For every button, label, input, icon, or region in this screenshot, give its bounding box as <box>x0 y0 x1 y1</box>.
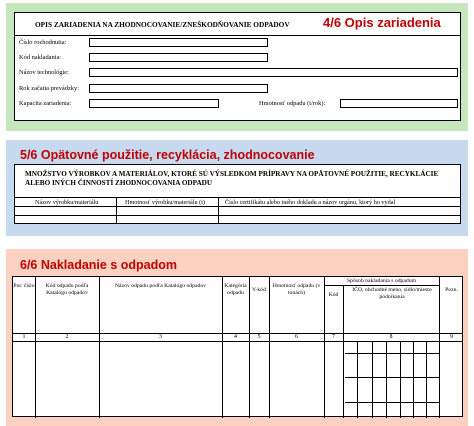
column-header-por: Por. číslo <box>13 283 35 289</box>
section-6-heading: 6/6 Nakladanie s odpadom <box>20 258 177 272</box>
waste-weight-field[interactable] <box>340 99 458 108</box>
column-header-kod: Kód odpadu podľa Katalógu odpadov <box>45 283 89 296</box>
section-4-header <box>15 13 460 36</box>
column-divider <box>218 198 219 206</box>
column-header: Hmotnosť výrobku/materiálu (t) <box>125 199 205 206</box>
waste-handling-table <box>12 276 463 417</box>
table-row[interactable] <box>13 342 462 418</box>
column-header-sposob: Spôsob nakladania s odpadom <box>346 278 417 284</box>
start-year-label: Rok začatia prevádzky: <box>19 85 79 92</box>
column-divider <box>218 207 219 215</box>
column-header-nazov: Názov odpadu podľa Katalógu odpadov <box>114 283 207 289</box>
section-6-panel <box>6 249 468 426</box>
column-header-pozn: Pozn. <box>445 287 458 293</box>
start-year-field[interactable] <box>89 84 268 93</box>
column-number: 7 <box>332 334 335 340</box>
column-number: 9 <box>450 334 453 340</box>
section-4-title: OPIS ZARIADENIA NA ZHODNOCOVANIE/ZNEŠKODŇOVANIE ODPADOV <box>35 20 290 29</box>
column-header-ykod: Y-kód <box>252 287 266 293</box>
column-number: 2 <box>65 334 69 340</box>
column-number: 5 <box>257 334 261 340</box>
column-number: 3 <box>159 334 162 340</box>
recycling-products-table <box>14 164 461 224</box>
section-5-panel <box>6 140 468 236</box>
section-5-heading: 5/6 Opätovné použitie, recyklácia, zhodnocovanie <box>20 148 315 162</box>
facility-description-form <box>14 12 461 121</box>
column-header-sposob-kod: Kód <box>328 292 339 298</box>
technology-name-label: Názov technológie: <box>19 69 69 76</box>
table-row[interactable] <box>15 215 460 224</box>
decision-number-field[interactable] <box>89 38 268 47</box>
table-header-row <box>15 197 460 206</box>
column-number: 4 <box>234 334 237 340</box>
handling-code-label: Kód nakladania: <box>19 54 62 61</box>
header-divider <box>324 285 439 286</box>
column-number: 8 <box>389 334 393 340</box>
section-4-panel <box>6 3 468 131</box>
column-header: Číslo certifikátu alebo iného dokladu a názov orgánu, ktorý ho vydal <box>225 199 396 206</box>
decision-number-label: Číslo rozhodnutia: <box>19 39 67 46</box>
column-header-ico: IČO, obchodné meno, sídlo/miesto podnikania <box>352 287 432 300</box>
column-header: Názov výrobku/materiálu <box>35 199 99 206</box>
column-divider <box>218 216 219 224</box>
handling-code-field[interactable] <box>89 53 268 62</box>
waste-weight-label: Hmotnosť odpadu (t/rok): <box>259 100 326 107</box>
column-header-hmotnost: Hmotnosť odpadu (v tonách) <box>272 283 321 296</box>
capacity-field[interactable] <box>89 99 219 108</box>
section-4-number-title: 4/6 Opis zariadenia <box>323 15 441 30</box>
column-divider <box>116 198 117 206</box>
section-5-title: MNOŽSTVO VÝROBKOV A MATERIÁLOV, KTORÉ SÚ VÝSLEDKOM PRÍPRAVY NA OPÄTOVNÉ POUŽITIE, RECYKLÁCIE ALEBO INÝCH ČINNOSTÍ ZHODNOCOVANIA ODPADU <box>25 170 439 187</box>
column-divider <box>116 216 117 224</box>
capacity-label: Kapacita zariadenia: <box>19 100 72 107</box>
column-number: 1 <box>22 334 26 340</box>
table-row[interactable] <box>15 206 460 215</box>
technology-name-field[interactable] <box>89 68 458 77</box>
column-header-kategoria: Kategória odpadu <box>224 283 247 296</box>
column-number: 6 <box>295 334 298 340</box>
column-divider <box>116 207 117 215</box>
